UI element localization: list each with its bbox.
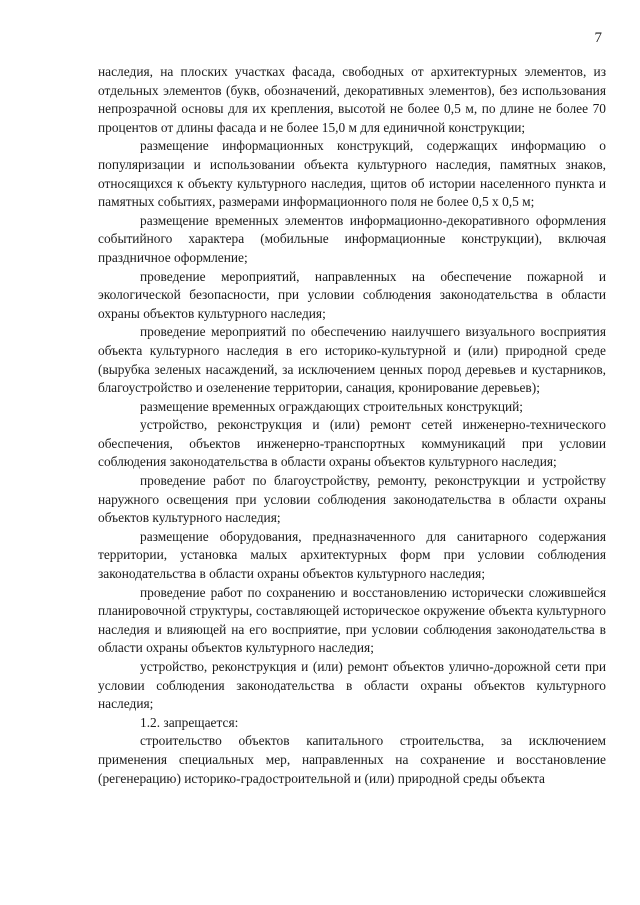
paragraph: строительство объектов капитального строительства, за исключением применения специальных мер, направленных на сохранение и восстановление (регенерацию) историко-градостроительной и (или) природной среды объекта (98, 733, 606, 786)
paragraph: проведение мероприятий по обеспечению наилучшего визуального восприятия объекта культурного наследия в его историко-культурной и (или) природной среде (вырубка зеленых насаждений, за исключением ценных пород деревьев и кустарников, благоустройство и озеленение территории, санация, кронирование деревьев); (98, 324, 606, 396)
paragraph: размещение временных ограждающих строительных конструкций; (140, 398, 524, 414)
paragraph: размещение временных элементов информационно-декоративного оформления событийного характера (мобильные информационные конструкции), включая праздничное оформление; (98, 212, 606, 265)
paragraph: устройство, реконструкция и (или) ремонт объектов улично-дорожной сети при условии соблюдения законодательства в области охраны объектов культурного наследия; (98, 659, 606, 712)
page-number: 7 (594, 30, 602, 46)
paragraph: размещение оборудования, предназначенного для санитарного содержания территории, установка малых архитектурных форм при условии соблюдения законодательства в области охраны объектов культурного наследия; (98, 528, 606, 582)
paragraph: проведение работ по сохранению и восстановлению исторически сложившейся планировочной структуры, составляющей историческое окружение объекта культурного наследия и влияющей на его восприятие, при условии соблюдения законодательства в области охраны объектов культурного наследия; (98, 584, 606, 656)
paragraph: размещение информационных конструкций, содержащих информацию о популяризации и использовании объекта культурного наследия, памятных знаков, относящихся к объекту культурного наследия, щитов об истории населенного пункта и памятных событиях, размерами информационного поля не более 0,5 х 0,5 м; (98, 138, 606, 210)
paragraph: проведение мероприятий, направленных на обеспечение пожарной и экологической безопасности, при условии соблюдения законодательства в области охраны объектов культурного наследия; (98, 268, 606, 321)
paragraph: наследия, на плоских участках фасада, свободных от архитектурных элементов, из отдельных элементов (букв, обозначений, декоративных элементов), без использования непрозрачной основы для их крепления, высотой не более 0,5 м, по длине не более 70 процентов от длины фасада и не более 15,0 м для единичной конструкции; (98, 64, 606, 135)
document-body (98, 63, 606, 788)
paragraph: устройство, реконструкция и (или) ремонт сетей инженерно-технического обеспечения, объектов инженерно-транспортных коммуникаций при условии соблюдения законодательства в области охраны объектов культурного наследия; (98, 417, 606, 470)
paragraph: проведение работ по благоустройству, ремонту, реконструкции и устройству наружного освещения при условии соблюдения законодательства в области охраны объектов культурного наследия; (98, 473, 606, 526)
section-heading: 1.2. запрещается: (140, 714, 239, 730)
